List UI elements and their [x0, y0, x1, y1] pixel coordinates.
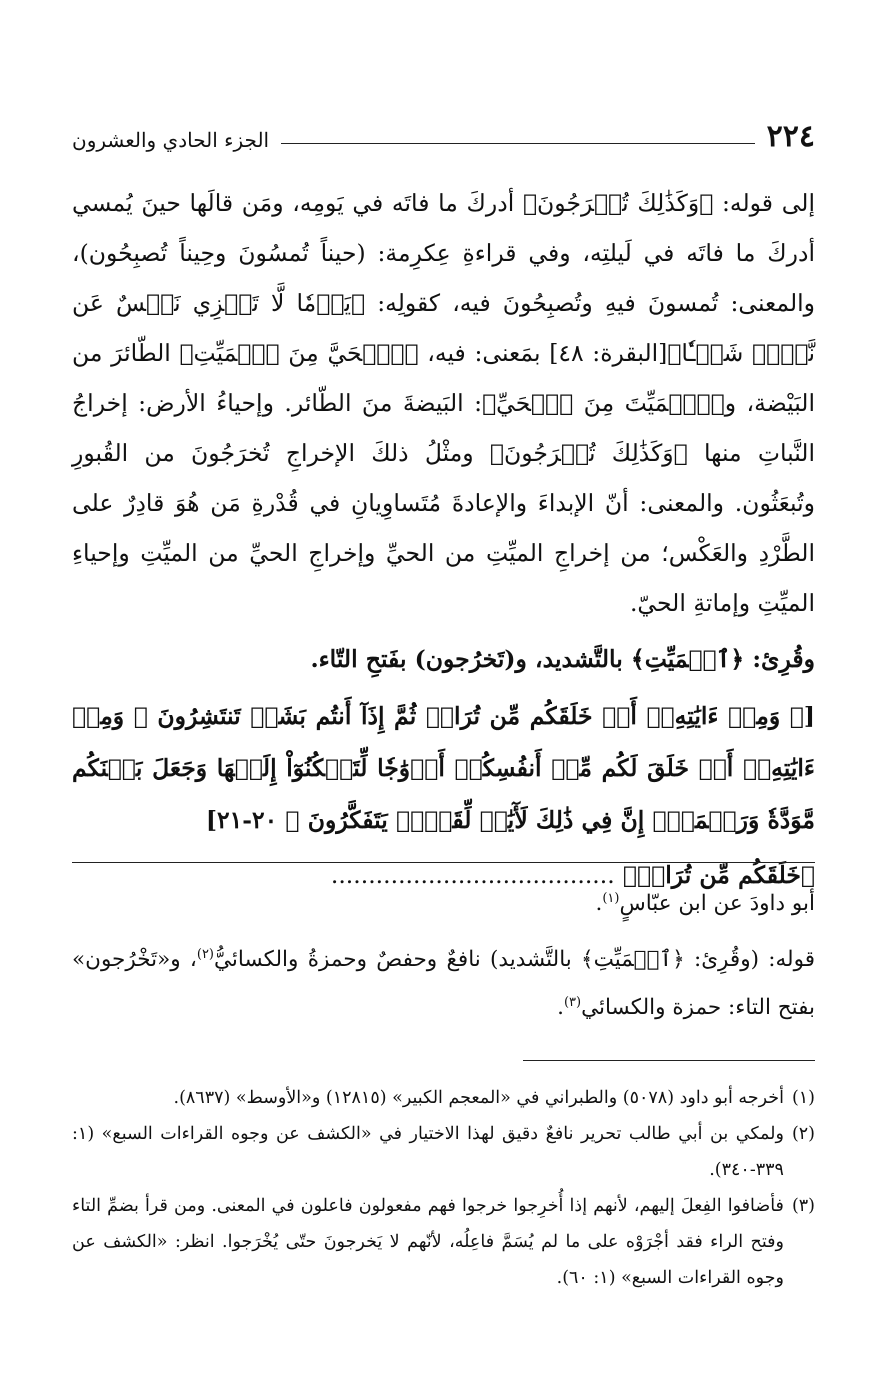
footnote-divider	[523, 1060, 815, 1061]
commentary-text: ، و«تَخْرُجون» بفتح التاء: حمزة والكسائي	[72, 947, 815, 1020]
footnote-ref[interactable]: (٣)	[563, 994, 582, 1010]
footnote	[72, 1080, 815, 1116]
commentary-text: أبو داودَ عن ابن عبّاسٍ	[619, 891, 815, 916]
footnote-ref[interactable]: (١)	[602, 890, 620, 906]
reading-note: وقُرِئ: ﴿ٱلۡمَيِّتِ﴾ بالتَّشديد، و(تَخرُجون) بفَتحِ التّاء.	[310, 645, 815, 673]
commentary-paragraph	[72, 936, 815, 1032]
footnote-number: (٣)	[791, 1196, 815, 1216]
footnote-text: فأضافوا الفِعلَ إليهم، لأنهم إذا أُخرِجوا خرجوا فهم مفعولون فاعلون في المعنى. ومن قرأ بضمِّ التاء وفتح الراء فقد أجْرَوْه على ما لم يُسَمَّ فاعِلُه، لأنّهم لا يَخرجونَ حتّى يُخْرَجوا. انظر: «الكشف عن وجوه القراءات السبع» (١: ٦٠).	[72, 1196, 784, 1288]
footnote-number: (١)	[791, 1088, 815, 1108]
page-header	[72, 112, 815, 152]
footnote-number: (٢)	[791, 1124, 815, 1144]
commentary-punct: .	[595, 891, 603, 916]
section-divider	[72, 862, 815, 863]
commentary-line	[72, 880, 815, 928]
footnote-ref[interactable]: (٢)	[196, 946, 214, 962]
lemma-dots: ......................................	[330, 861, 615, 889]
page-number: ٢٢٤	[766, 119, 815, 154]
quran-verse: [﴿ وَمِنۡ ءَايَٰتِهِۦٓ أَنۡ خَلَقَكُم مِّن تُرَابٖ ثُمَّ إِذَآ أَنتُم بَشَرٞ تَنتَشِرُونَ ۞ وَمِنۡ ءَايَٰتِهِۦٓ أَنۡ خَلَقَ لَكُم مِّنۡ أَنفُسِكُمۡ أَزۡوَٰجٗا لِّتَسۡكُنُوٓاْ إِلَيۡهَا وَجَعَلَ بَيۡنَكُم مَّوَدَّةٗ وَرَحۡمَةًۚ إِنَّ فِي ذَٰلِكَ لَأٓيَٰتٖ لِّقَوۡمٖ يَتَفَكَّرُونَ ﴾ ٢٠-٢١]	[72, 702, 815, 834]
main-text	[72, 178, 815, 900]
footnote	[72, 1188, 815, 1296]
footnote-text: أخرجه أبو داود (٥٠٧٨) والطبراني في «المعجم الكبير» (١٢٨١٥) و«الأوسط» (٨٦٣٧).	[173, 1088, 784, 1108]
commentary	[72, 880, 815, 1032]
commentary-text: قوله: (وقُرِئ: ﴿ٱلۡمَيِّتِ﴾ بالتَّشديد) نافعٌ وحفصٌ وحمزةُ والكسائيُّ	[214, 947, 815, 972]
commentary-punct: .	[557, 995, 564, 1020]
footnotes	[72, 1080, 815, 1296]
header-rule	[281, 143, 755, 144]
lemma-text: ﴿خَلَقَكُم مِّن تُرَابٖ﴾	[622, 861, 815, 889]
footnote-text: ولمكي بن أبي طالب تحرير نافعٌ دقيق لهذا الاختيار في «الكشف عن وجوه القراءات السبع» (١: ٣٣٩-٣٤٠).	[72, 1124, 784, 1180]
running-title: الجزء الحادي والعشرون	[72, 128, 270, 152]
footnote	[72, 1116, 815, 1188]
tafsir-paragraph: إلى قوله: ﴿وَكَذَٰلِكَ تُخۡرَجُونَ﴾ أدركَ ما فاتَه في يَومِه، ومَن قالَها حينَ يُمسي أدركَ ما فاتَه في لَيلتِه، وفي قراءةِ عِكرِمة: (حيناً تُمسُونَ وحِيناً تُصبِحُون)، والمعنى: تُمسونَ فيهِ وتُصبِحُونَ فيه، كقولِه: ﴿يَوۡمٗا لَّا تَجۡزِي نَفۡسٌ عَن نَّفۡسٖ شَيۡـٔٗا﴾[البقرة: ٤٨] بمَعنى: فيه، ﴿ٱلۡحَيَّ مِنَ ٱلۡمَيِّتِ﴾ الطّائرَ من البَيْضة، و﴿ٱلۡمَيِّتَ مِنَ ٱلۡحَيِّ﴾: البَيضةَ منَ الطّائر. وإحياءُ الأرض: إخراجُ النَّباتِ منها ﴿وَكَذَٰلِكَ تُخۡرَجُونَ﴾ ومثْلُ ذلكَ الإخراجِ تُخرَجُونَ من القُبورِ وتُبعَثُون. والمعنى: أنّ الإبداءَ والإعادةَ مُتَساوِيانِ في قُدْرةِ مَن هُوَ قادِرٌ على الطَّرْدِ والعَكْس؛ من إخراجِ الميِّتِ من الحيِّ وإخراجِ الحيِّ من الميِّتِ وإحياءِ الميِّتِ وإماتةِ الحيّ.	[72, 189, 815, 617]
